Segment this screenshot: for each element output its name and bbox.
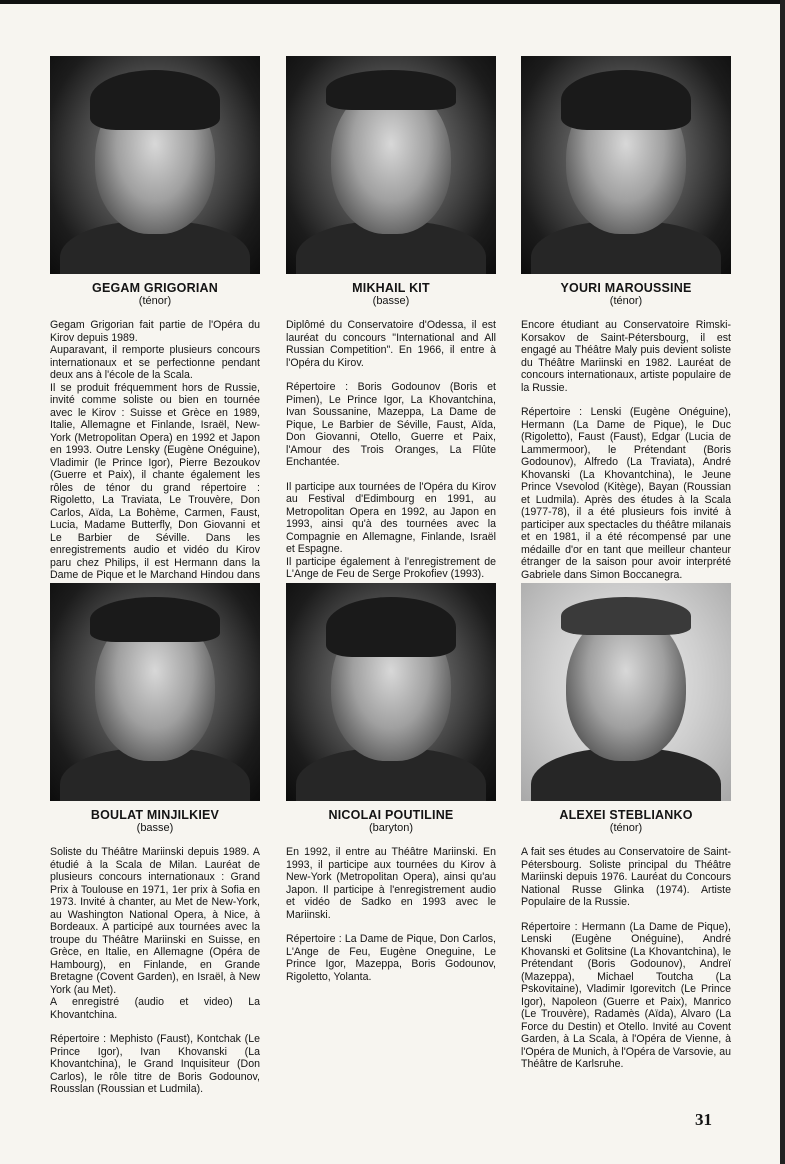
singer-name: GEGAM GRIGORIAN [92,281,218,295]
singer-name: BOULAT MINJILKIEV [90,808,220,822]
bio-paragraph: A enregistré (audio et video) La Khovantchina. [50,996,260,1021]
singer-card-steblianko [521,583,731,1071]
singer-card-minjilkiev [50,583,260,1096]
singer-name: NICOLAI POUTILINE [328,808,454,822]
portrait-photo [50,583,260,801]
bio-paragraph: En 1992, il entre au Théâtre Mariinski. En 1993, il participe aux tournées du Kirov à New-York (Metropolitan Opera), ainsi qu'au Japon. Il participe à l'enregistrement audio et vidéo de Sadko en 1993 avec le Mariinski. [286,846,496,921]
bio-paragraph: Encore étudiant au Conservatoire Rimski-Korsakov de Saint-Pétersbourg, il est engagé au Théâtre Maly puis devient soliste du Théâtre Mariinski en 1982. Lauréat de concours internationaux, artiste populaire de la Russie. [521,319,731,394]
singer-name: MIKHAIL KIT [352,281,430,295]
singer-bio [286,846,496,983]
voice-type: (basse) [136,822,174,834]
singer-bio [521,319,731,581]
portrait-photo [521,583,731,801]
bio-paragraph: Soliste du Théâtre Mariinski depuis 1989. A étudié à la Scala de Milan. Lauréat de plusieurs concours internationaux : Grand Prix à Toulouse en 1971, 1er prix à Sofia en 1973. Invité à chanter, au Met de New-York, au Washington National Opera, à Nice, à Bordeaux. A participé aux tournées avec la troupe du Théâtre Mariinski en Suisse, en Grèce, en Italie, en Allemagne (Opéra de Hambourg), en Finlande, en Grande Bretagne (Covent Garden), en Israël, à New York (au Met). [50,846,260,996]
bio-paragraph: Auparavant, il remporte plusieurs concours internationaux et se perfectionne pendant deux ans à l'école de la Scala. [50,344,260,381]
bio-paragraph: Répertoire : Boris Godounov (Boris et Pimen), Le Prince Igor, La Khovantchina, Ivan Soussanine, Mazeppa, La Dame de Pique, Le Barbier de Séville, Faust, Aïda, Don Giovanni, Otello, Guerre et Paix, l'Amour des Trois Oranges, La Flûte Enchantée. [286,381,496,468]
bio-paragraph: Il participe également à l'enregistrement de L'Ange de Feu de Serge Prokofiev (1993). [286,555,496,580]
singer-card-grigorian [50,56,260,594]
page-number: 31 [695,1110,712,1129]
bio-paragraph: Il participe aux tournées de l'Opéra du Kirov au Festival d'Edimbourg en 1991, au Metropolitan Opera en 1992, au Japon en 1993, ainsi qu'à des tournées avec la Compagnie en Allemagne, Finlande, Israël et Espagne. [286,480,496,555]
bio-paragraph: Répertoire : Hermann (La Dame de Pique), Lenski (Eugène Onéguine), André Khovanski et Golitsine (La Khovantchina), le Prétendant (Boris Godounov), Andreï (Mazeppa), Michael Toutcha (La Pskovitaine), Vladimir Igorevitch (Le Prince Igor), Napoleon (Guerre et Paix), Manrico (Le Trouvère), Radamès (Aïda), Alvaro (La Force du Destin) et Otello. Invité au Covent Garden, à La Scala, à l'Opéra de Vienne, à l'Opéra de Munich, à l'Opéra de Varsovie, au Théâtre de Karlsruhe. [521,920,731,1070]
bio-paragraph: Répertoire : Mephisto (Faust), Kontchak (Le Prince Igor), Ivan Khovanski (La Khovantchina), le Grand Inquisiteur (Don Carlos), le rôle titre de Boris Godounov, Rousslan (Roussian et Ludmila). [50,1033,260,1095]
portrait-photo [286,583,496,801]
bio-paragraph: Répertoire : La Dame de Pique, Don Carlos, L'Ange de Feu, Eugène Oneguine, Le Prince Igor, Mazeppa, Boris Godounov, Rigoletto, Yolanta. [286,933,496,983]
portrait-photo [286,56,496,274]
singer-card-poutiline [286,583,496,983]
singer-bio [286,319,496,581]
bio-paragraph: A fait ses études au Conservatoire de Saint-Pétersbourg. Soliste principal du Théâtre Mariinski depuis 1976. Lauréat du Concours National Russe Glinka (1974). Artiste Populaire de la Russie. [521,846,731,908]
bio-paragraph: Il se produit fréquemment hors de Russie, invité comme soliste ou bien en tournée avec le Kirov : Suisse et Grèce en 1989, Italie, Allemagne et Finlande, Israël, New-York (Metropolitan Opera) en 1992 et Japon en 1993. Outre Lensky (Eugène Onéguine), Vladimir (le Prince Igor), Pierre Bezoukov (Guerre et Paix), il chante également les rôles de ténor du grand répertoire : Rigoletto, La Traviata, Le Trouvère, Don Carlos, Aïda, La Bohème, Carmen, Faust, Lucia, Madame Butterfly, Don Giovanni et Le Barbier de Séville. Dans les enregistrements audio et vidéo du Kirov paru chez Philips, il est Hermann dans la Dame de Pique et le Marchand Hindou dans [50,381,260,581]
portrait-photo [521,56,731,274]
voice-type: (ténor) [138,295,172,307]
top-edge [0,0,785,4]
portrait-photo [50,56,260,274]
singer-bio [521,846,731,1071]
right-edge [780,0,785,1164]
singer-bio [50,846,260,1096]
singer-name: YOURI MAROUSSINE [560,281,692,295]
voice-type: (baryton) [368,822,414,834]
voice-type: (ténor) [609,822,643,834]
voice-type: (ténor) [609,295,643,307]
bio-paragraph: Gegam Grigorian fait partie de l'Opéra du Kirov depuis 1989. [50,319,260,344]
singer-card-maroussine [521,56,731,581]
singer-name: ALEXEI STEBLIANKO [559,808,693,822]
bio-paragraph: Répertoire : Lenski (Eugène Onéguine), Hermann (La Dame de Pique), le Duc (Rigoletto), Faust (Faust), Edgar (Lucia de Lammermoor), le Prétendant (Boris Godounov), Alfredo (La Traviata), André Khovanski (La Khovantchina), le Jeune Prince Vsevolod (Kitège), Bayan (Roussian et Ludmila). Après des études à la Scala (1977-78), il a été plusieurs fois invité à participer aux spectacles du théâtre milanais et en 1981, il a été récompensé par une médaille d'or en tant que meilleur chanteur étranger de la saison pour avoir interprété Gabriele dans Simon Boccanegra. [521,406,731,581]
voice-type: (basse) [372,295,410,307]
singer-card-kit [286,56,496,581]
bio-paragraph: Diplômé du Conservatoire d'Odessa, il est lauréat du concours "International and All Russian Competition". En 1966, il entre à l'Opéra du Kirov. [286,319,496,369]
singer-bio [50,319,260,594]
